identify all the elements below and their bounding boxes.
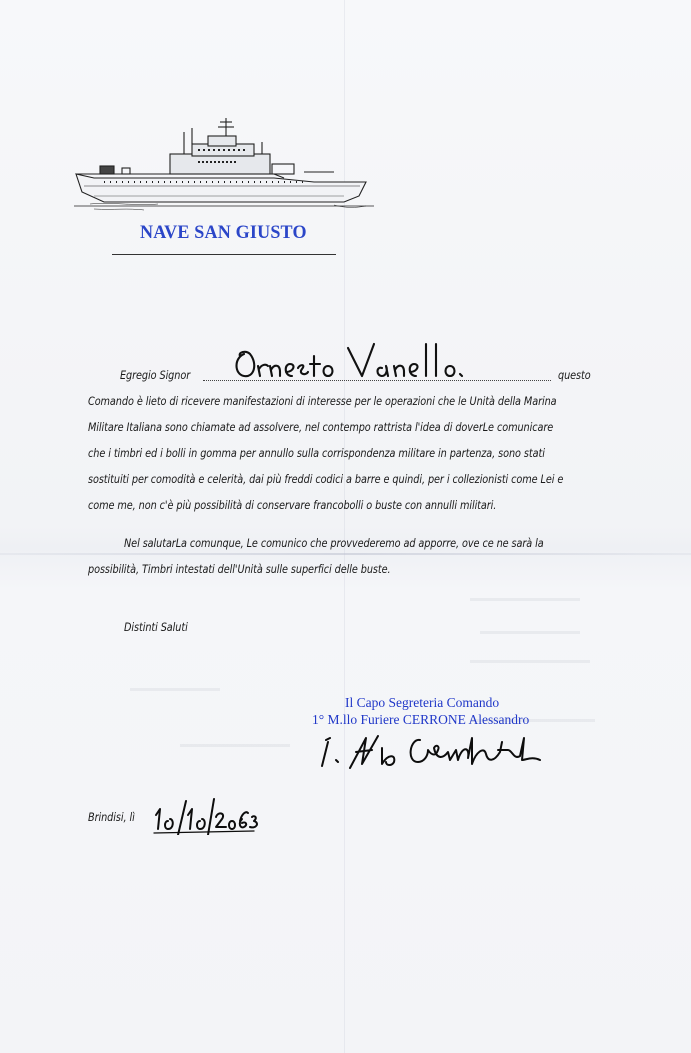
closing: Distinti Saluti [124, 621, 188, 634]
body-line-7: possibilità, Timbri intestati dell'Unità sulle superfici delle buste. [88, 563, 391, 576]
place: Brindisi, lì [88, 811, 135, 824]
handwritten-date [150, 795, 260, 835]
show-through-mark [470, 660, 590, 663]
show-through-mark [180, 744, 290, 747]
signature-stamp-name: 1° M.llo Furiere CERRONE Alessandro [312, 712, 530, 727]
show-through-mark [130, 688, 220, 691]
body-line-5: come me, non c'è più possibilità di conservare francobolli o buste con annulli militari. [88, 499, 497, 512]
show-through-mark [470, 598, 580, 601]
salutation: Egregio Signor [120, 369, 191, 382]
body-line-1: Comando è lieto di ricevere manifestazioni di interesse per le operazioni che le Unità della Marina [88, 395, 557, 408]
body-line-6: Nel salutarLa comunque, Le comunico che provvederemo ad apporre, ove ce ne sarà la [124, 537, 544, 550]
body-line-2: Militare Italiana sono chiamate ad assolvere, nel contempo rattrista l'idea di doverLe comunicare [88, 421, 554, 434]
paper-fold-horizontal [0, 553, 691, 555]
salutation-tail: questo [558, 369, 591, 382]
body-line-4: sostituiti per comodità e celerità, dai più freddi codici a barre e quindi, per i collezionisti come Lei e [88, 473, 564, 486]
signature-stamp-title: Il Capo Segreteria Comando [345, 695, 500, 710]
show-through-mark [480, 631, 580, 634]
header-rule [112, 254, 336, 255]
handwritten-signature [316, 716, 546, 776]
body-line-3: che i timbri ed i bolli in gomma per annullo sulla corrispondenza militare in partenza, sono stati [88, 447, 545, 460]
handwritten-addressee-name [230, 342, 480, 384]
ship-name-stamp: NAVE SAN GIUSTO [140, 222, 307, 243]
ship-illustration [74, 116, 374, 216]
